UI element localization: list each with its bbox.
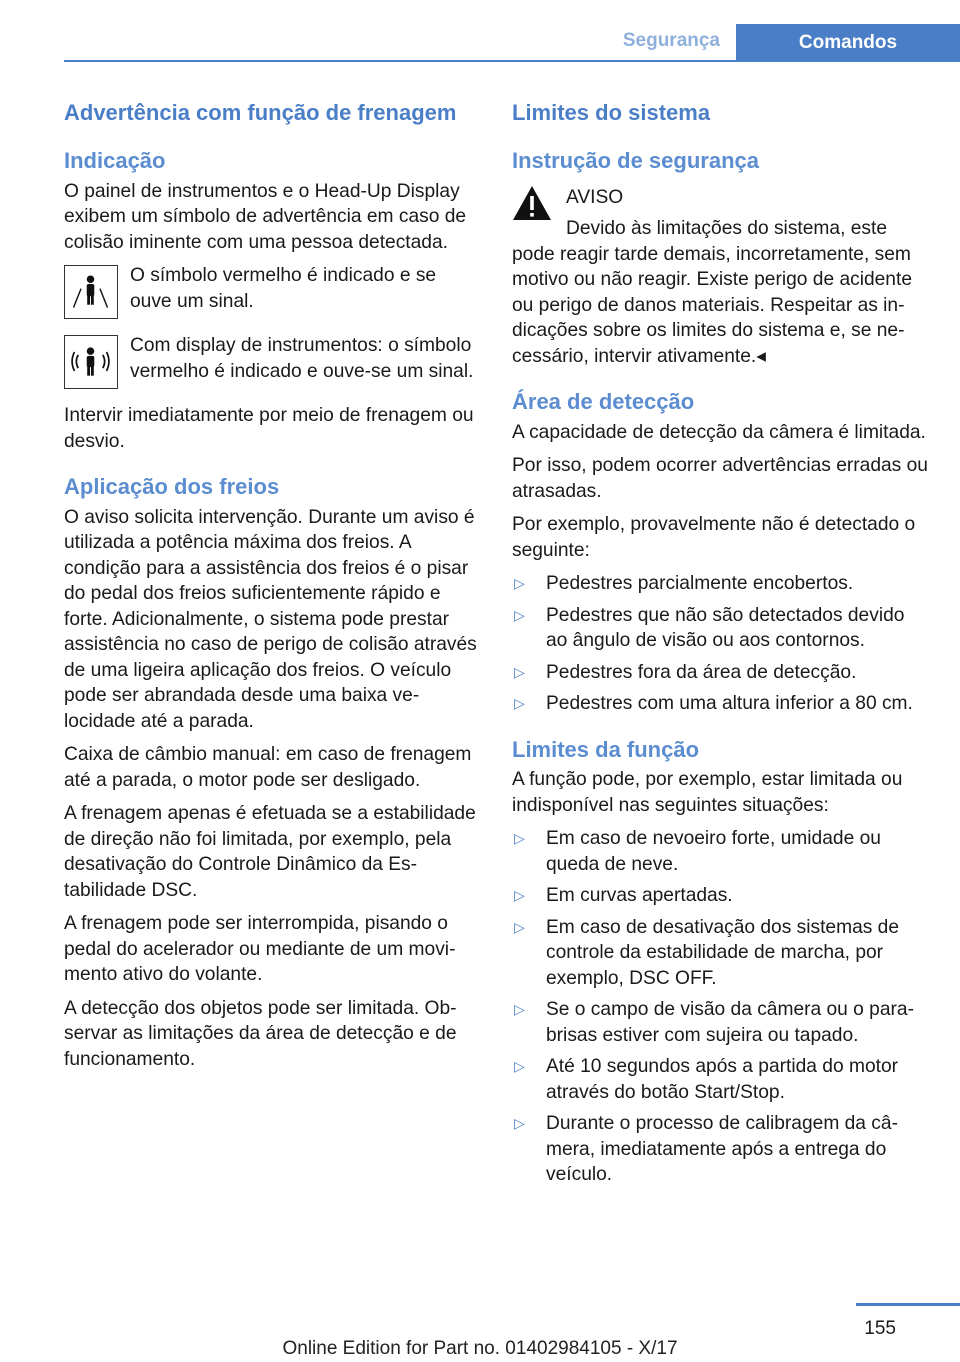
warning-triangle-icon — [512, 185, 552, 221]
list-item: ▷ Pedestres fora da área de detecção. — [512, 660, 930, 686]
icon-row-2 — [64, 333, 482, 389]
freios-p2: Caixa de câmbio manual: em caso de frenagem até a parada, o motor pode ser desligado. — [64, 744, 472, 791]
funcao-p1: A função pode, por exemplo, estar limitada ou indisponível nas seguintes situações: — [512, 769, 903, 816]
page-number: 155 — [864, 1318, 896, 1339]
deteccao-list — [512, 571, 930, 717]
list-item: ▷ Durante o processo de calibragem da câmera, imediatamente após a entrega do veículo. — [512, 1111, 930, 1188]
icon1-text: O símbolo vermelho é indicado e se ouve um sinal. — [130, 265, 437, 312]
active-tab[interactable]: Comandos — [736, 24, 960, 62]
freios-p5: A detecção dos objetos pode ser limitada. Observar as limitações da área de detecção e de funcionamento. — [64, 997, 457, 1070]
indicacao-after: Intervir imediatamente por meio de frenagem ou desvio. — [64, 405, 474, 452]
list-item: ▷ Pedestres parcialmente encobertos. — [512, 571, 930, 597]
warning-text-rest: pode reagir tarde demais, incorretamente, sem motivo ou não reagir. Existe perigo de acidente ou perigo de danos materiais. Respeitar as indicações sobre os limites do sistema e, se necessário, intervir ativamente.◂ — [512, 243, 912, 367]
page-header — [64, 0, 960, 62]
icon2-text: Com display de instrumentos: o símbolo vermelho é indicado e ouve-se um sinal. — [130, 335, 474, 382]
list-item: ▷ Até 10 segundos após a partida do motor através do botão Start/Stop. — [512, 1054, 930, 1105]
deteccao-p2: Por isso, podem ocorrer advertências erradas ou atrasadas. — [512, 455, 928, 502]
footer-edition: Online Edition for Part no. 01402984105 - X/17 — [282, 1338, 678, 1359]
list-item: ▷ Pedestres com uma altura inferior a 80 cm. — [512, 691, 930, 717]
list-item: ▷ Em curvas apertadas. — [512, 883, 930, 909]
list-item: ▷ Se o campo de visão da câmera ou o para-brisas estiver com sujeira ou tapado. — [512, 997, 930, 1048]
heading-funcao: Limites da função — [512, 736, 700, 762]
list-item: ▷ Em caso de nevoeiro forte, umidade ou queda de neve. — [512, 826, 930, 877]
section-tab[interactable]: Segurança — [622, 30, 720, 51]
pedestrian-alert-icon — [64, 335, 118, 389]
heading-indicacao: Indicação — [64, 148, 166, 174]
heading-freios: Aplicação dos freios — [64, 474, 280, 500]
pedestrian-warning-icon — [64, 265, 118, 319]
warning-label: AVISO — [566, 186, 624, 208]
warning-block — [512, 185, 930, 242]
indicacao-intro: O painel de instrumentos e o Head-Up Display exibem um símbolo de advertência em caso de colisão iminente com uma pessoa detectada. — [64, 180, 467, 253]
deteccao-p1: A capacidade de detecção da câmera é limitada. — [512, 421, 926, 443]
left-column — [64, 100, 482, 1080]
header-rule — [64, 60, 960, 62]
heading-seguranca: Instrução de segurança — [512, 148, 759, 174]
funcao-list — [512, 826, 930, 1188]
page-number-rule — [856, 1303, 960, 1306]
list-item: ▷ Pedestres que não são detectados devido ao ângulo de visão ou aos contornos. — [512, 603, 930, 654]
section-title-right: Limites do sistema — [512, 100, 711, 125]
freios-p3: A frenagem apenas é efetuada se a estabilidade de direção não foi limitada, por exemplo, pela desativação do Controle Dinâmico da Estabilidade DSC. — [64, 803, 476, 901]
deteccao-p3: Por exemplo, provavelmente não é detectado o seguinte: — [512, 514, 916, 561]
heading-deteccao: Área de detecção — [512, 389, 695, 415]
freios-p1: O aviso solicita intervenção. Durante um aviso é utilizada a potência máxima dos freios. A condição para a assistência dos freios é o pisar do pedal dos freios suficientemente rápido e forte. Adicionalmente, o sistema pode prestar assistência no caso de perigo de colisão através de uma ligeira aplicação dos freios. O veículo pode ser abrandada desde uma baixa velocidade até a parada. — [64, 506, 477, 732]
icon-row-1 — [64, 263, 482, 319]
freios-p4: A frenagem pode ser interrompida, pisando o pedal do acelerador ou mediante de um movimento ativo do volante. — [64, 913, 456, 986]
list-item: ▷ Em caso de desativação dos sistemas de controle da estabilidade de marcha, por exemplo, DSC OFF. — [512, 915, 930, 992]
right-column — [512, 100, 930, 1198]
section-title: Advertência com função de frenagem — [64, 100, 457, 125]
warning-text-first: Devido às limitações do sistema, este — [566, 218, 887, 240]
